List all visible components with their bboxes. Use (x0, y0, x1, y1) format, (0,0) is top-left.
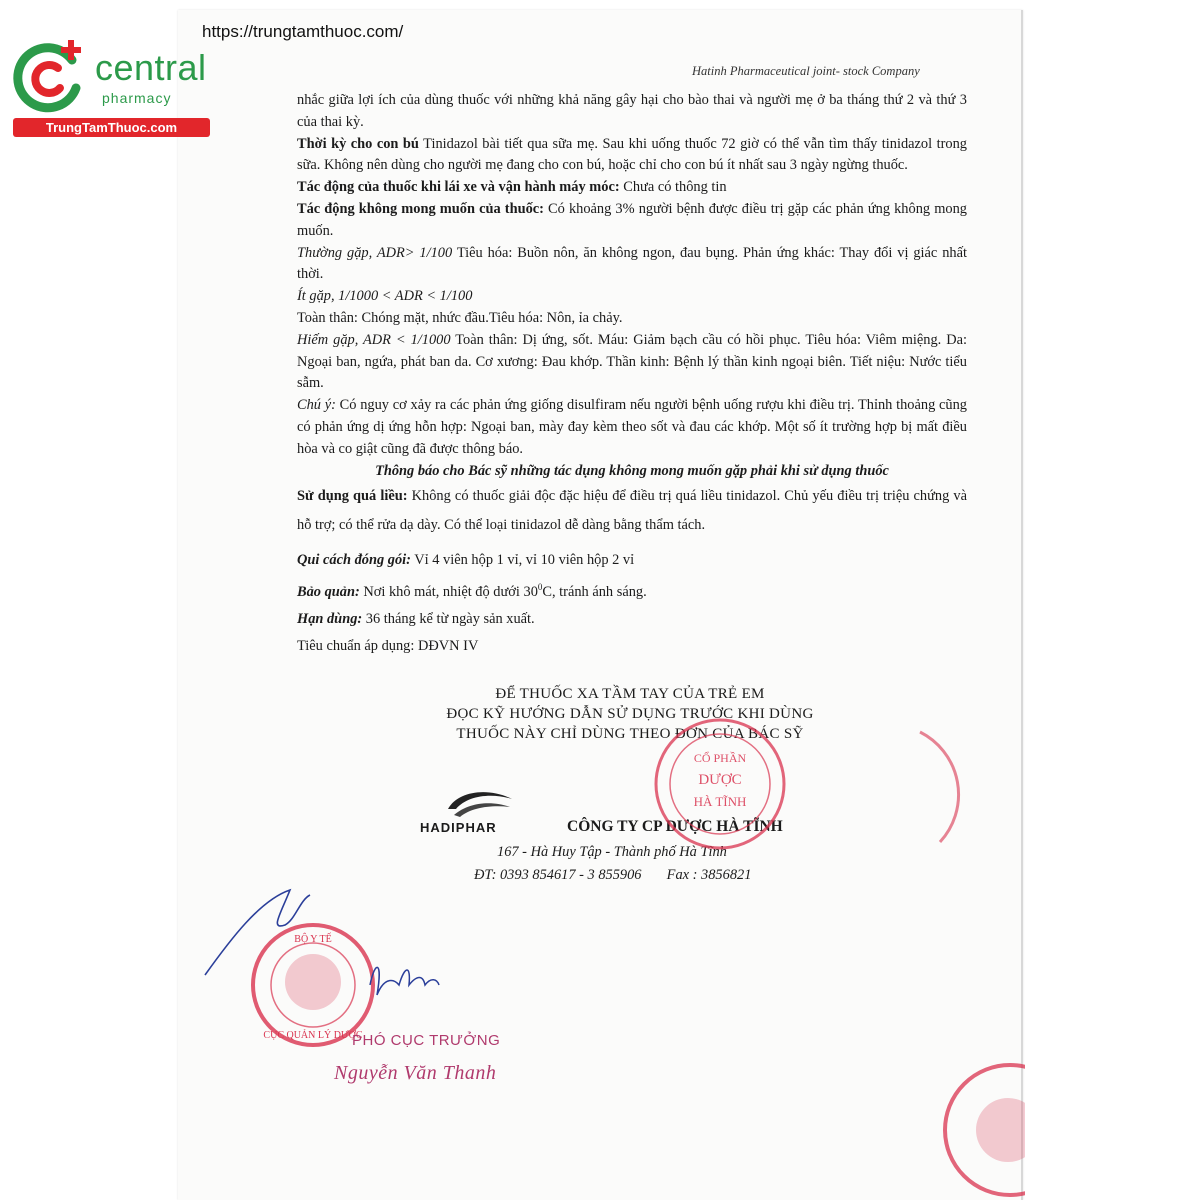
svg-text:DƯỢC: DƯỢC (698, 772, 742, 788)
note-paragraph: Chú ý: Có nguy cơ xảy ra các phản ứng giống disulfiram nếu người bệnh uống rượu khi điều trị. Thỉnh thoảng cũng có phản ứng dị ứng hỗn hợp: Ngoại ban, mày đay kèm theo sốt và đau các khớp. Một số ít trường hợp bị mất điều hòa và co giật cũng đã được thông báo. (297, 397, 967, 457)
expiry-line: Hạn dùng: 36 tháng kể từ ngày sản xuất. (297, 611, 535, 628)
company-stamp-outer-arc (900, 712, 1000, 852)
company-name-vn: CÔNG TY CP DƯỢC HÀ TĨNH (567, 818, 783, 835)
company-address: 167 - Hà Huy Tập - Thành phố Hà Tĩnh (497, 844, 727, 860)
warning-prescription: THUỐC NÀY CHỈ DÙNG THEO ĐƠN CỦA BÁC SỸ (456, 726, 804, 742)
uncommon-effects-heading: Ít gặp, 1/1000 < ADR < 1/100 (297, 288, 473, 305)
packaging-line: Qui cách đóng gói: Vỉ 4 viên hộp 1 vỉ, vỉ 10 viên hộp 2 vỉ (297, 552, 635, 569)
svg-text:CỔ PHẦN: CỔ PHẦN (693, 751, 747, 765)
storage-line: Bảo quản: Nơi khô mát, nhiệt độ dưới $30^0C$, tránh ánh sáng. (297, 582, 647, 601)
brand-site-banner: TrungTamThuoc.com (13, 118, 210, 137)
central-pharmacy-logo[interactable] (10, 38, 215, 138)
company-header-en: Hatinh Pharmaceutical joint- stock Company (692, 64, 920, 78)
svg-text:HÀ TĨNH: HÀ TĨNH (693, 794, 747, 809)
warning-children: ĐỂ THUỐC XA TẦM TAY CỦA TRẺ EM (495, 686, 765, 702)
deputy-director-name: Nguyễn Văn Thanh (334, 1062, 497, 1084)
source-url[interactable]: https://trungtamthuoc.com/ (202, 22, 404, 41)
svg-text:BỘ Y TẾ: BỘ Y TẾ (294, 934, 332, 945)
page-edge (1021, 10, 1023, 1200)
agency-stamp-partial (930, 1050, 1025, 1200)
svg-text:CỤC QUẢN LÝ DƯỢC: CỤC QUẢN LÝ DƯỢC (263, 1030, 363, 1041)
standard-line: Tiêu chuẩn áp dụng: DĐVN IV (297, 638, 479, 655)
rare-effects-paragraph: Hiếm gặp, ADR < 1/1000 Toàn thân: Dị ứng, sốt. Máu: Giảm bạch cầu có hồi phục. Tiêu hóa: Viêm miệng. Da: Ngoại ban, ngứa, phát ban da. Cơ xương: Đau khớp. Thần kinh: Bệnh lý thần kinh ngoại biên. Tiết niệu: Nước tiểu sẫm. (297, 331, 967, 392)
pregnancy-paragraph: nhắc giữa lợi ích của dùng thuốc với những khả năng gây hại cho bào thai và người mẹ ở ba tháng thứ 2 và thứ 3 của thai kỳ. (297, 92, 967, 130)
leaflet-body (297, 90, 967, 660)
uncommon-effects-paragraph: Toàn thân: Chóng mặt, nhức đầu.Tiêu hóa: Nôn, ỉa chảy. (297, 309, 623, 326)
notify-doctor-line: Thông báo cho Bác sỹ những tác dụng không mong muốn gặp phải khi sử dụng thuốc (375, 462, 889, 479)
adverse-effects-paragraph: Tác động không mong muốn của thuốc: Có khoảng 3% người bệnh được điều trị gặp các phản ứng không mong muốn. (297, 200, 967, 239)
common-effects-paragraph: Thường gặp, ADR> 1/100 Tiêu hóa: Buồn nôn, ăn không ngon, đau bụng. Phản ứng khác: Thay đổi vị giác nhất thời. (297, 244, 967, 283)
driving-paragraph: Tác động của thuốc khi lái xe và vận hành máy móc: Chưa có thông tin (297, 179, 727, 196)
overdose-paragraph: Sử dụng quá liều: Không có thuốc giải độc đặc hiệu để điều trị quá liều tinidazol. Chủ yếu điều trị triệu chứng và hỗ trợ; có thể rửa dạ dày. Có thể loại tinidazol dễ dàng bằng thẩm tách. (297, 488, 967, 534)
signature-deputy (365, 955, 445, 1015)
company-phone: ĐT: 0393 854617 - 3 855906 Fax : 3856821 (474, 867, 752, 883)
brand-name: central (95, 47, 207, 88)
central-logo-icon (10, 38, 90, 118)
warning-read-instructions: ĐỌC KỸ HƯỚNG DẪN SỬ DỤNG TRƯỚC KHI DÙNG (446, 706, 814, 722)
company-stamp (640, 712, 800, 852)
warning-block (380, 684, 880, 744)
deputy-director-title: PHÓ CỤC TRƯỞNG (352, 1032, 501, 1049)
hadiphar-wordmark: HADIPHAR (420, 820, 497, 835)
signature-company (200, 880, 320, 980)
brand-tagline: pharmacy (102, 90, 172, 106)
hadiphar-logo-icon (444, 785, 516, 823)
lactation-paragraph: Thời kỳ cho con bú Tinidazol bài tiết qua sữa mẹ. Sau khi uống thuốc 72 giờ có thể vẫn tìm thấy tinidazol trong sữa. Không nên dùng cho người mẹ đang cho con bú, hoặc chỉ cho con bú ít nhất sau 3 ngày ngừng thuốc. (297, 135, 967, 174)
